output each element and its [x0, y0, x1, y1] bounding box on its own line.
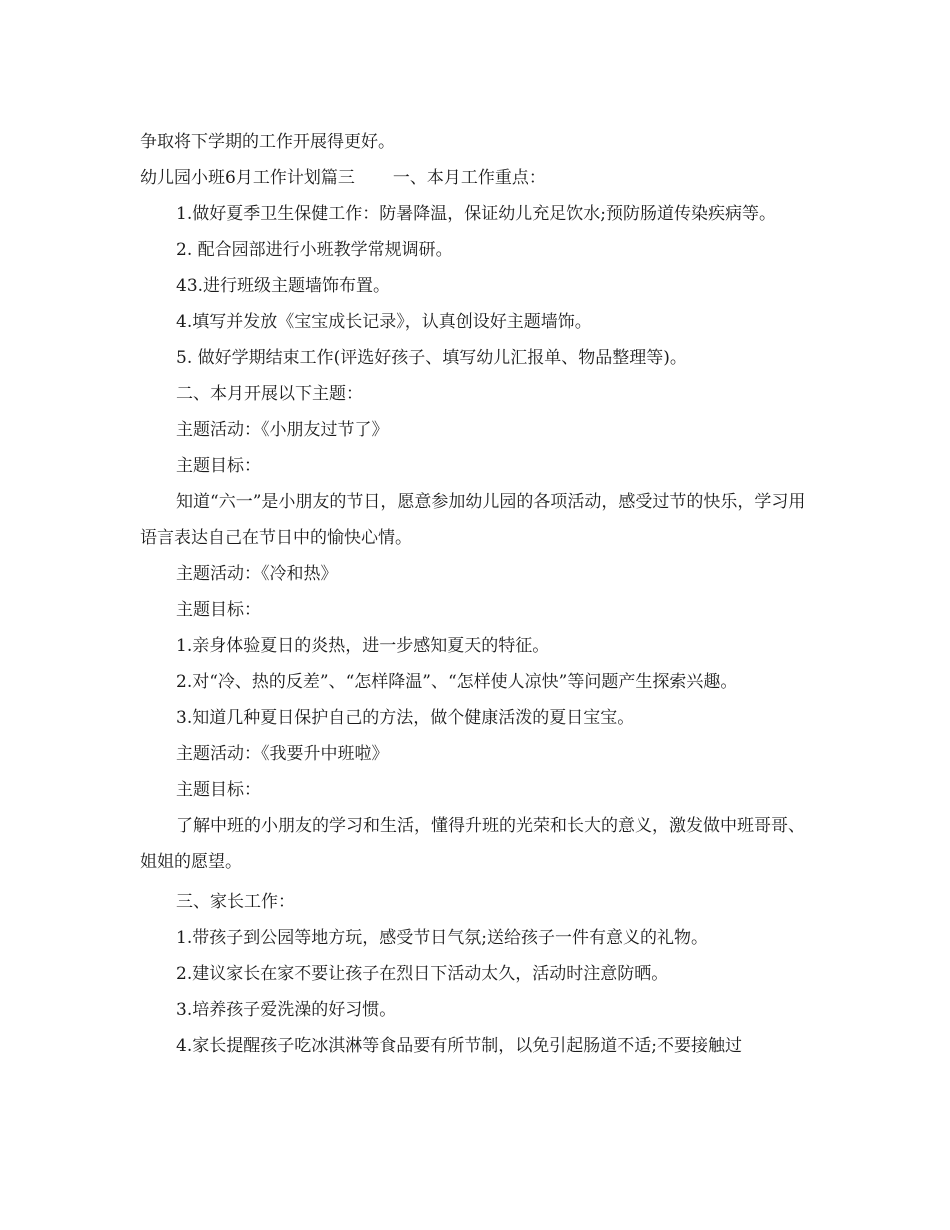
parent-item-4: 4.家长提醒孩子吃冰淇淋等食品要有所节制，以免引起肠道不适;不要接触过 [176, 1036, 742, 1056]
theme-activity-2: 主题活动：《冷和热》 [176, 564, 338, 584]
parent-item-2: 2.建议家长在家不要让孩子在烈日下活动太久，活动时注意防晒。 [176, 964, 669, 984]
list-item-focus-1: 1.做好夏季卫生保健工作：防暑降温，保证幼儿充足饮水;预防肠道传染疾病等。 [176, 204, 776, 224]
section-heading-themes: 二、本月开展以下主题： [176, 384, 363, 404]
paragraph-intro-closing: 争取将下学期的工作开展得更好。 [140, 132, 395, 152]
theme-goal-text-1: 知道“六一”是小朋友的节日，愿意参加幼儿园的各项活动，感受过节的快乐，学习用语言表达自己在节日中的愉快心情。 [140, 492, 806, 548]
theme-goal-label-3: 主题目标： [176, 780, 261, 800]
paragraph-section-title [140, 160, 820, 196]
list-item-focus-4: 4.填写并发放《宝宝成长记录》，认真创设好主题墙饰。 [176, 312, 592, 332]
document-page [140, 124, 820, 1064]
parent-item-1: 1.带孩子到公园等地方玩，感受节日气氛;送给孩子一件有意义的礼物。 [176, 928, 708, 948]
parent-item-3: 3.培养孩子爱洗澡的好习惯。 [176, 1000, 397, 1020]
theme-goal-label-1: 主题目标： [176, 456, 261, 476]
list-item-focus-2: 2. 配合园部进行小班教学常规调研。 [176, 240, 453, 260]
list-item-focus-5: 5. 做好学期结束工作(评选好孩子、填写幼儿汇报单、物品整理等)。 [176, 348, 687, 368]
theme-goal-item-2-3: 3.知道几种夏日保护自己的方法，做个健康活泼的夏日宝宝。 [176, 708, 635, 728]
theme-goal-label-2: 主题目标： [176, 600, 261, 620]
document-title: 幼儿园小班6月工作计划篇三 [140, 168, 355, 188]
list-item-focus-3: 43.进行班级主题墙饰布置。 [176, 276, 391, 296]
theme-goal-item-2-1: 1.亲身体验夏日的炎热，进一步感知夏天的特征。 [176, 636, 550, 656]
theme-activity-1: 主题活动：《小朋友过节了》 [176, 420, 389, 440]
theme-activity-3: 主题活动：《我要升中班啦》 [176, 744, 389, 764]
theme-goal-text-3: 了解中班的小朋友的学习和生活，懂得升班的光荣和长大的意义，激发做中班哥哥、姐姐的愿望。 [140, 816, 805, 872]
section-heading-parents: 三、家长工作： [176, 892, 295, 912]
theme-goal-item-2-2: 2.对“冷、热的反差”、“怎样降温”、“怎样使人凉快”等问题产生探索兴趣。 [176, 672, 738, 692]
section-heading-focus: 一、本月工作重点： [392, 168, 546, 188]
